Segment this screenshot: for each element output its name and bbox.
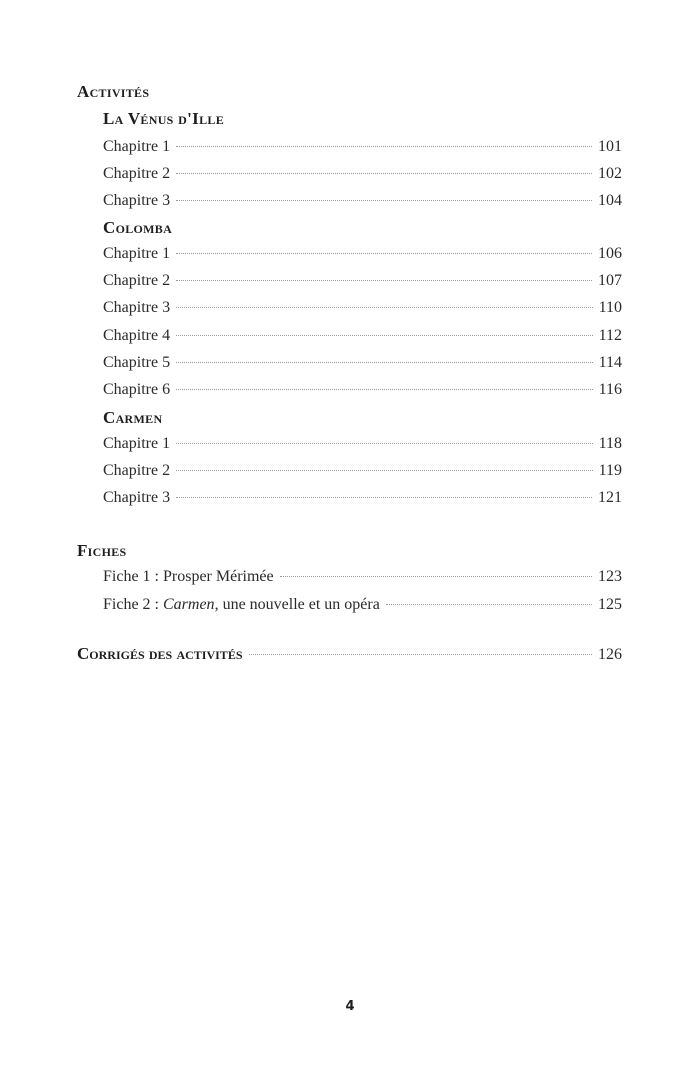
toc-entry-page: 107 <box>598 272 622 289</box>
page-number: 4 <box>345 999 355 1014</box>
toc-entry-label: Chapitre 1 <box>103 435 171 452</box>
group-heading-colomba: Colomba <box>103 218 173 237</box>
dot-leader <box>176 470 593 471</box>
dot-leader <box>176 307 593 308</box>
section-heading-activites: Activités <box>77 82 150 101</box>
group-heading-carmen: Carmen <box>103 408 163 427</box>
dot-leader <box>176 497 592 498</box>
toc-entry[interactable] <box>103 435 622 457</box>
toc-entry-label: Chapitre 4 <box>103 327 171 344</box>
toc-entry[interactable] <box>103 245 622 267</box>
toc-entry[interactable] <box>103 272 622 294</box>
dot-leader <box>176 173 592 174</box>
toc-entry-page: 121 <box>598 489 622 506</box>
dot-leader <box>176 389 593 390</box>
toc-entry[interactable] <box>103 596 622 618</box>
toc-entry-page: 123 <box>598 568 622 585</box>
toc-entry-label: Chapitre 3 <box>103 192 171 209</box>
toc-entry-page: 119 <box>598 462 622 479</box>
dot-leader <box>249 654 593 655</box>
toc-entry-label: Chapitre 3 <box>103 299 171 316</box>
toc-entry[interactable] <box>103 354 622 376</box>
section-heading-fiches: Fiches <box>77 541 127 560</box>
dot-leader <box>176 146 592 147</box>
dot-leader <box>176 362 593 363</box>
toc-entry-label: Chapitre 2 <box>103 462 171 479</box>
toc-entry-label-title: Carmen <box>163 596 215 613</box>
toc-entry-label: Corrigés des activités <box>77 644 243 663</box>
dot-leader <box>176 280 592 281</box>
toc-entry-page: 106 <box>598 245 622 262</box>
toc-entry-page: 126 <box>598 646 622 663</box>
toc-entry-page: 110 <box>598 299 622 316</box>
toc-entry-label: Chapitre 2 <box>103 165 171 182</box>
toc-entry-page: 118 <box>598 435 622 452</box>
toc-entry-page: 112 <box>598 327 622 344</box>
toc-entry[interactable] <box>103 299 622 321</box>
toc-entry[interactable] <box>103 192 622 214</box>
toc-entry-page: 116 <box>598 381 622 398</box>
toc-entry-label <box>103 596 380 614</box>
toc-entry-page: 102 <box>598 165 622 182</box>
toc-entry[interactable] <box>103 462 622 484</box>
toc-entry-label: Chapitre 2 <box>103 272 171 289</box>
toc-entry-page: 125 <box>598 596 622 613</box>
toc-entry[interactable] <box>103 138 622 160</box>
dot-leader <box>176 253 592 254</box>
toc-entry-label-prefix: Fiche 2 : <box>103 596 163 613</box>
toc-entry[interactable] <box>103 489 622 511</box>
dot-leader <box>280 576 592 577</box>
toc-entry-label: Fiche 1 : Prosper Mérimée <box>103 568 274 585</box>
toc-entry-page: 114 <box>598 354 622 371</box>
toc-entry-label: Chapitre 1 <box>103 138 171 155</box>
dot-leader <box>176 443 593 444</box>
dot-leader <box>176 200 592 201</box>
toc-entry-label-suffix: , une nouvelle et un opéra <box>214 596 380 613</box>
toc-entry-label: Chapitre 5 <box>103 354 171 371</box>
toc-entry[interactable] <box>103 568 622 590</box>
toc-entry-label: Chapitre 1 <box>103 245 171 262</box>
toc-entry-label: Chapitre 3 <box>103 489 171 506</box>
toc-entry-label: Chapitre 6 <box>103 381 171 398</box>
dot-leader <box>176 335 593 336</box>
toc-entry-page: 101 <box>598 138 622 155</box>
toc-entry-corriges[interactable] <box>77 644 622 666</box>
group-heading-venus-d-ille: La Vénus d'Ille <box>103 109 225 128</box>
toc-entry[interactable] <box>103 327 622 349</box>
dot-leader <box>386 604 592 605</box>
toc-entry[interactable] <box>103 165 622 187</box>
toc-entry-page: 104 <box>598 192 622 209</box>
toc-entry[interactable] <box>103 381 622 403</box>
